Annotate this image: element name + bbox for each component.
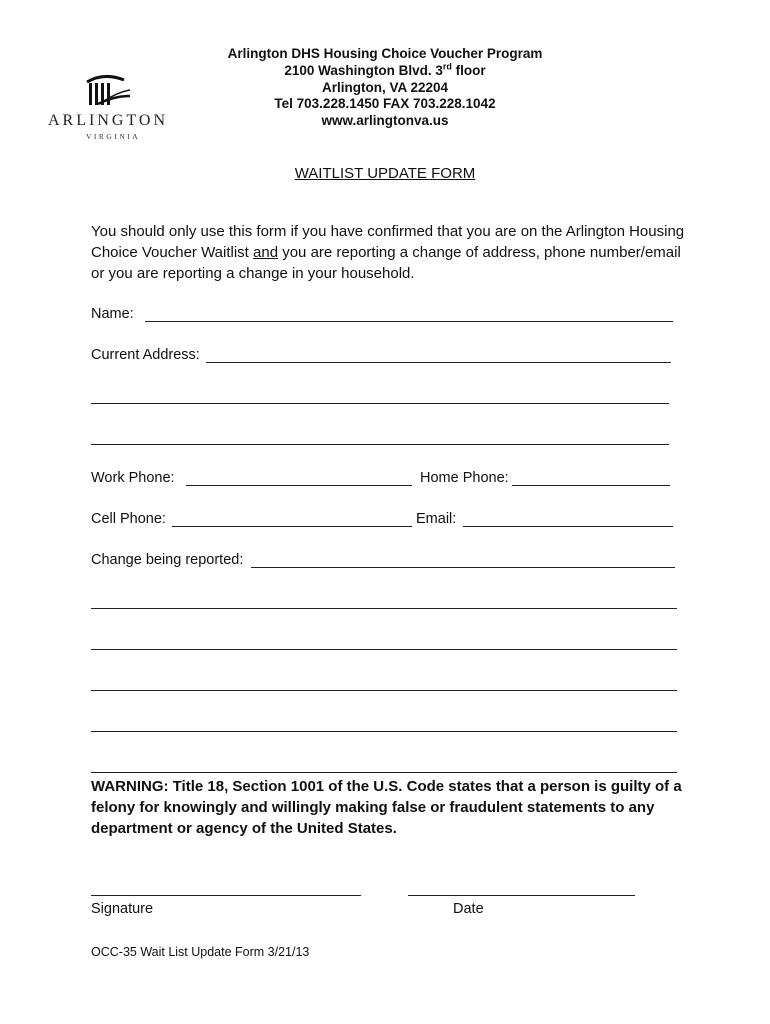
header-street-address bbox=[180, 63, 590, 80]
logo-wordmark: ARLINGTON bbox=[48, 112, 169, 129]
legal-warning: WARNING: Title 18, Section 1001 of the U.S. Code states that a person is guilty of a felony for knowingly and willingly making false or fraudulent statements to any department or agency of the United States. bbox=[91, 778, 682, 837]
email-label: Email: bbox=[416, 511, 457, 527]
form-footer: OCC-35 Wait List Update Form 3/21/13 bbox=[91, 945, 310, 959]
form-title: WAITLIST UPDATE FORM bbox=[294, 165, 476, 182]
change-field-line-4[interactable] bbox=[91, 690, 677, 691]
header-city: Arlington, VA 22204 bbox=[321, 80, 449, 95]
intro-text-end: you are reporting a change of address, phone number/email or you are reporting a change in your household. bbox=[91, 244, 681, 282]
name-label: Name: bbox=[91, 306, 134, 322]
logo-subtext: VIRGINIA bbox=[86, 132, 141, 141]
address-label: Current Address: bbox=[91, 347, 200, 363]
intro-text-start: You should only use this form if you have confirmed that you are on the Arlington Housing Choice Voucher Waitlist bbox=[91, 223, 685, 261]
change-field-line-2[interactable] bbox=[91, 608, 677, 609]
date-label: Date bbox=[453, 901, 484, 917]
intro-emphasis: and bbox=[253, 244, 279, 261]
change-field-line-6[interactable] bbox=[91, 772, 677, 773]
signature-label: Signature bbox=[91, 901, 154, 917]
arlington-logo bbox=[46, 74, 176, 144]
change-field-line-5[interactable] bbox=[91, 731, 677, 732]
intro-paragraph bbox=[91, 221, 691, 284]
street-address-text: 2100 Washington Blvd. 3 bbox=[284, 63, 443, 78]
header-program-name: Arlington DHS Housing Choice Voucher Program bbox=[227, 46, 543, 61]
change-field-line-3[interactable] bbox=[91, 649, 677, 650]
change-label: Change being reported: bbox=[91, 552, 244, 568]
floor-ordinal: rd bbox=[442, 61, 452, 72]
floor-text: floor bbox=[451, 63, 486, 78]
home-phone-label: Home Phone: bbox=[420, 470, 509, 486]
name-field[interactable] bbox=[145, 321, 673, 322]
work-phone-label: Work Phone: bbox=[91, 470, 175, 486]
address-field-line-2[interactable] bbox=[91, 403, 669, 404]
header-website: www.arlingtonva.us bbox=[321, 113, 449, 128]
work-phone-field[interactable] bbox=[186, 485, 412, 486]
address-field-line-1[interactable] bbox=[206, 362, 671, 363]
cell-phone-label: Cell Phone: bbox=[91, 511, 166, 527]
cell-phone-field[interactable] bbox=[172, 526, 412, 527]
date-field[interactable] bbox=[408, 895, 635, 896]
header-phone-fax: Tel 703.228.1450 FAX 703.228.1042 bbox=[274, 96, 496, 111]
address-field-line-3[interactable] bbox=[91, 444, 669, 445]
arlington-building-icon bbox=[84, 74, 132, 108]
change-field-line-1[interactable] bbox=[251, 567, 675, 568]
signature-field[interactable] bbox=[91, 895, 361, 896]
home-phone-field[interactable] bbox=[512, 485, 670, 486]
email-field[interactable] bbox=[463, 526, 673, 527]
